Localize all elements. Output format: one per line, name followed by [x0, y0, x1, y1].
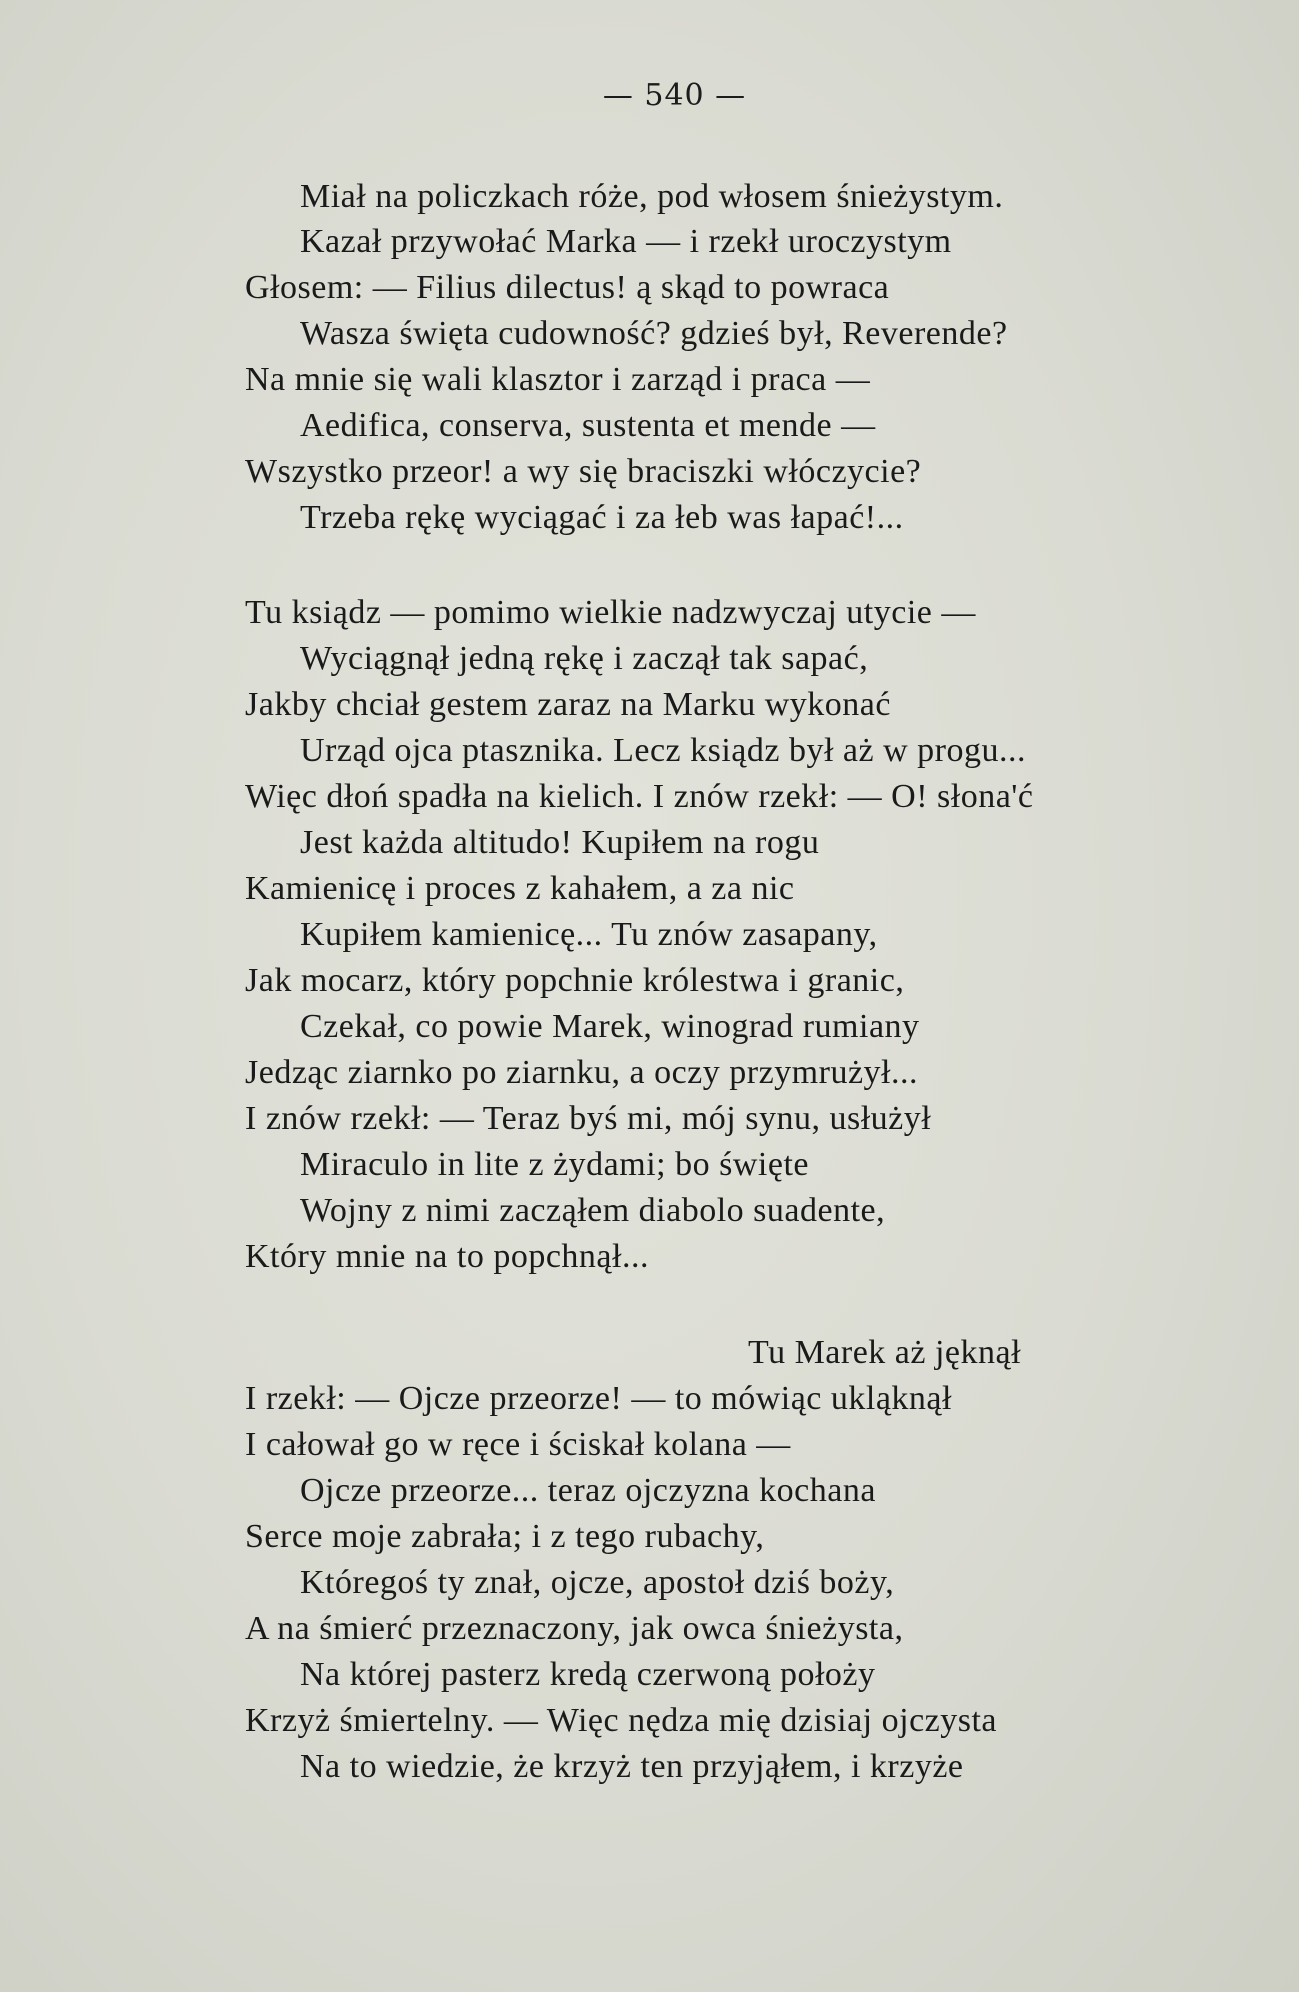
- verse-line: A na śmierć przeznaczony, jak owca śnieżysta,: [245, 1610, 904, 1647]
- verse-line: Jak mocarz, który popchnie królestwa i granic,: [245, 962, 905, 999]
- verse-line: Urząd ojca ptasznika. Lecz ksiądz był aż w progu...: [300, 732, 1026, 769]
- verse-line: Który mnie na to popchnął...: [245, 1238, 649, 1275]
- verse-line: Wojny z nimi zacząłem diabolo suadente,: [300, 1192, 886, 1229]
- page-number: [0, 78, 1299, 113]
- verse-line: Któregoś ty znał, ojcze, apostoł dziś boży,: [300, 1564, 895, 1601]
- verse-line: Więc dłoń spadła na kielich. I znów rzekł: — O! słona'ć: [245, 778, 1034, 815]
- verse-line: I rzekł: — Ojcze przeorze! — to mówiąc ukląknął: [245, 1380, 952, 1417]
- verse-line: Tu Marek aż jęknął: [748, 1334, 1022, 1371]
- page-number-text: — 540 —: [602, 78, 747, 113]
- verse-line: Na to wiedzie, że krzyż ten przyjąłem, i krzyże: [300, 1748, 964, 1785]
- verse-line: Kazał przywołać Marka — i rzekł uroczystym: [300, 223, 952, 260]
- verse-line: Na której pasterz kredą czerwoną położy: [300, 1656, 876, 1693]
- verse-line: Miraculo in lite z żydami; bo święte: [300, 1146, 809, 1183]
- verse-line: Jedząc ziarnko po ziarnku, a oczy przymrużył...: [245, 1054, 918, 1091]
- verse-line: Trzeba rękę wyciągać i za łeb was łapać!...: [300, 499, 904, 536]
- verse-line: I całował go w ręce i ściskał kolana —: [245, 1426, 791, 1463]
- verse-line: Jakby chciał gestem zaraz na Marku wykonać: [245, 686, 891, 723]
- verse-line: Jest każda altitudo! Kupiłem na rogu: [300, 824, 820, 861]
- verse-line: Wyciągnął jedną rękę i zaczął tak sapać,: [300, 640, 869, 677]
- verse-line: Tu ksiądz — pomimo wielkie nadzwyczaj utycie —: [245, 594, 976, 631]
- verse-line: Krzyż śmiertelny. — Więc nędza mię dzisiaj ojczysta: [245, 1702, 998, 1739]
- verse-line: I znów rzekł: — Teraz byś mi, mój synu, usłużył: [245, 1100, 932, 1137]
- verse-line: Aedifica, conserva, sustenta et mende —: [300, 407, 876, 444]
- verse-line: Serce moje zabrała; i z tego rubachy,: [245, 1518, 765, 1555]
- verse-line: Czekał, co powie Marek, winograd rumiany: [300, 1008, 920, 1045]
- verse-line: Kupiłem kamienicę... Tu znów zasapany,: [300, 916, 878, 953]
- verse-line: Miał na policzkach róże, pod włosem śnieżystym.: [300, 178, 1004, 215]
- verse-line: Ojcze przeorze... teraz ojczyzna kochana: [300, 1472, 876, 1509]
- verse-line: Wasza święta cudowność? gdzieś był, Reverende?: [300, 315, 1008, 352]
- verse-line: Na mnie się wali klasztor i zarząd i praca —: [245, 361, 871, 398]
- verse-line: Głosem: — Filius dilectus! ą skąd to powraca: [245, 269, 890, 306]
- verse-line: Kamienicę i proces z kahałem, a za nic: [245, 870, 795, 907]
- verse-line: Wszystko przeor! a wy się braciszki włóczycie?: [245, 453, 922, 490]
